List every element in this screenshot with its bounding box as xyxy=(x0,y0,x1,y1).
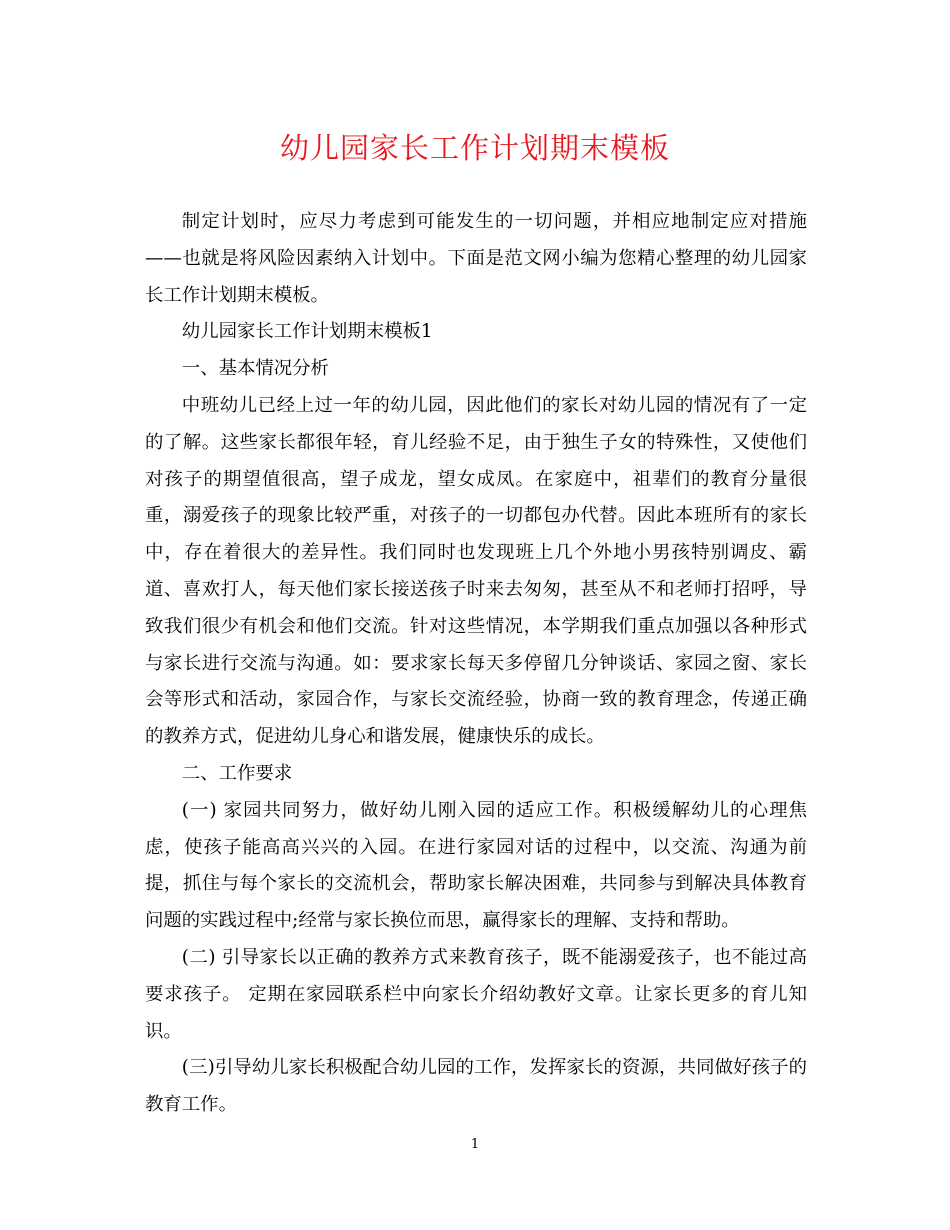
analysis-paragraph: 中班幼儿已经上过一年的幼儿园，因此他们的家长对幼儿园的情况有了一定的了解。这些家长都很年轻，育儿经验不足，由于独生子女的特殊性，又使他们对孩子的期望值很高，望子成龙，望女成凤。在家庭中，祖辈们的教育分量很重，溺爱孩子的现象比较严重，对孩子的一切都包办代替。因此本班所有的家长中，存在着很大的差异性。我们同时也发现班上几个外地小男孩特别调皮、霸道、喜欢打人，每天他们家长接送孩子时来去匆匆，甚至从不和老师打招呼，导致我们很少有机会和他们交流。针对这些情况，本学期我们重点加强以各种形式与家长进行交流与沟通。如：要求家长每天多停留几分钟谈话、家园之窗、家长会等形式和活动，家园合作，与家长交流经验，协商一致的教育理念，传递正确的教养方式，促进幼儿身心和谐发展，健康快乐的成长。 xyxy=(145,394,807,748)
section-heading-work-requirements: 二、工作要求 xyxy=(181,762,293,784)
requirement-paragraph-1: (一) 家园共同努力，做好幼儿刚入园的适应工作。积极缓解幼儿的心理焦虑，使孩子能高高兴兴的入园。在进行家园对话的过程中，以交流、沟通为前提，抓住与每个家长的交流机会，帮助家长解决困难，共同参与到解决具体教育问题的实践过程中;经常与家长换位而思，赢得家长的理解、支持和帮助。 xyxy=(145,799,807,932)
section-heading-basic-analysis: 一、基本情况分析 xyxy=(181,358,329,380)
requirement-paragraph-2: (二) 引导家长以正确的教养方式来教育孩子，既不能溺爱孩子，也不能过高要求孩子。 定期在家园联系栏中向家长介绍幼教好文章。让家长更多的育儿知识。 xyxy=(145,946,807,1042)
requirement-paragraph-3: (三)引导幼儿家长积极配合幼儿园的工作，发挥家长的资源，共同做好孩子的教育工作。 xyxy=(145,1057,807,1116)
document-body xyxy=(145,204,807,1124)
document-title: 幼儿园家长工作计划期末模板 xyxy=(279,131,670,165)
section-heading-template-1: 幼儿园家长工作计划期末模板1 xyxy=(181,321,433,343)
page-number: 1 xyxy=(470,1137,480,1152)
intro-paragraph: 制定计划时，应尽力考虑到可能发生的一切问题，并相应地制定应对措施——也就是将风险因素纳入计划中。下面是范文网小编为您精心整理的幼儿园家长工作计划期末模板。 xyxy=(145,211,807,306)
